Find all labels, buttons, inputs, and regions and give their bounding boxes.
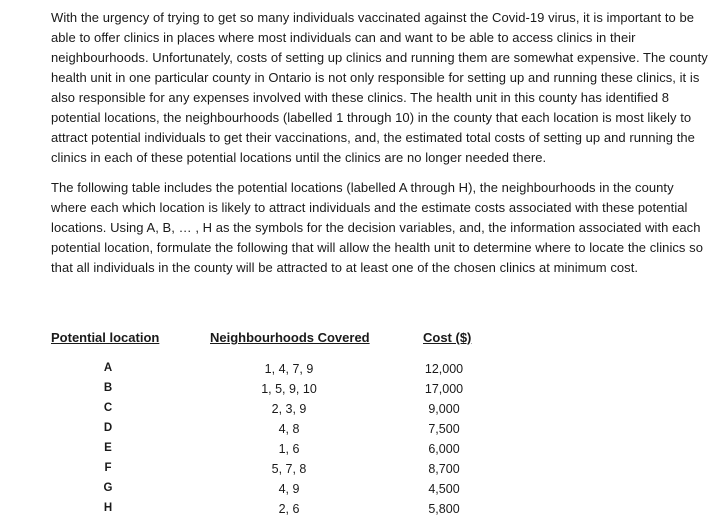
instructions-paragraph: The following table includes the potential locations (labelled A through H), the neighbourhoods in the county where each which location is likely to attract individuals and the estimate costs associated with these potential locations. Using A, B, … , H as the symbols for the decision variables, and, the information associated with each potential location, formulate the following that will allow the health unit to determine where to locate the clinics so that all individuals in the county will be attracted to at least one of the chosen clinics at minimum cost. — [51, 180, 703, 275]
table-row — [51, 462, 481, 482]
header-neighbourhoods-covered: Neighbourhoods Covered — [210, 330, 370, 345]
table-row — [51, 482, 481, 502]
header-potential-location: Potential location — [51, 330, 160, 345]
location-label: F — [104, 462, 112, 474]
cost-value: 8,700 — [428, 462, 460, 476]
neighbourhoods-value: 4, 9 — [278, 482, 300, 496]
table-body — [51, 362, 481, 522]
intro-paragraph: With the urgency of trying to get so many individuals vaccinated against the Covid-19 virus, it is important to be able to offer clinics in places where most individuals can and want to be able to access clinics in their neighbourhoods. Unfortunately, costs of setting up clinics and running them are somewhat expensive. The county health unit in one particular county in Ontario is not only responsible for setting up and running these clinics, it is also responsible for any expenses involved with these clinics. The health unit in this county has identified 8 potential locations, the neighbourhoods (labelled 1 through 10) in the county that each location is most likely to attract potential individuals to get their vaccinations, and, the estimated total costs of setting up and running the clinics in each of these potential locations until the clinics are no longer needed there. — [51, 10, 708, 165]
cost-value: 9,000 — [428, 402, 460, 416]
neighbourhoods-value: 1, 5, 9, 10 — [261, 382, 317, 396]
document-body — [51, 8, 711, 278]
cost-value: 7,500 — [428, 422, 460, 436]
table-row — [51, 442, 481, 462]
table-row — [51, 362, 481, 382]
neighbourhoods-value: 1, 6 — [278, 442, 300, 456]
table-row — [51, 382, 481, 402]
location-label: B — [103, 382, 113, 394]
location-label: D — [103, 422, 113, 434]
neighbourhoods-value: 2, 3, 9 — [271, 402, 307, 416]
neighbourhoods-value: 4, 8 — [278, 422, 300, 436]
cost-value: 6,000 — [428, 442, 460, 456]
cost-value: 17,000 — [424, 382, 464, 396]
locations-table — [51, 330, 481, 516]
location-label: E — [104, 442, 112, 454]
location-label: A — [103, 362, 113, 374]
location-label: G — [103, 482, 113, 494]
neighbourhoods-value: 2, 6 — [278, 502, 300, 516]
cost-value: 4,500 — [428, 482, 460, 496]
table-row — [51, 502, 481, 522]
table-row — [51, 402, 481, 422]
cost-value: 12,000 — [424, 362, 464, 376]
table-header — [51, 330, 481, 350]
neighbourhoods-value: 1, 4, 7, 9 — [264, 362, 314, 376]
location-label: C — [103, 402, 113, 414]
location-label: H — [103, 502, 113, 514]
header-cost: Cost ($) — [423, 330, 472, 345]
table-row — [51, 422, 481, 442]
cost-value: 5,800 — [428, 502, 460, 516]
neighbourhoods-value: 5, 7, 8 — [271, 462, 307, 476]
